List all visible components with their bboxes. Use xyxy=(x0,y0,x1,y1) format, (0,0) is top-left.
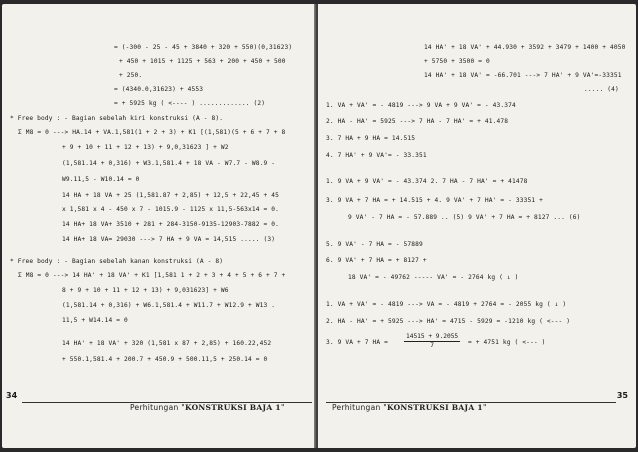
eq-line: 1. 9 VA + 9 VA' = - 43.374 2. 7 HA - 7 HA' = + 41478 xyxy=(326,178,528,185)
eq-line: 1. VA + VA' = - 4819 ---> 9 VA + 9 VA' = - 43.374 xyxy=(326,102,516,109)
fraction-numerator: 14515 + 9.2055 xyxy=(406,333,459,340)
footer-prefix: Perhitungan " xyxy=(130,403,185,412)
fraction-denominator: 7 xyxy=(430,342,434,349)
eq-line: 8 + 9 + 10 + 11 + 12 + 13) + 9,031623] + W6 xyxy=(62,287,229,294)
eq-line: 3. 9 VA + 7 HA = xyxy=(326,339,389,346)
page-footer xyxy=(332,403,487,412)
fraction xyxy=(404,333,460,350)
footer-book-title: KONSTRUKSI BAJA 1 xyxy=(184,403,281,412)
eq-line: 3. 9 VA + 7 HA = + 14.515 + 4. 9 VA' + 7 HA' = - 33351 + xyxy=(326,197,544,204)
eq-line: 11,5 + W14.14 = 0 xyxy=(62,317,128,324)
eq-line: 2. HA - HA' = 5925 ---> 7 HA - 7 HA' = + 41.478 xyxy=(326,118,509,125)
eq-line: + 5750 + 3500 = 0 xyxy=(424,58,490,65)
eq-line: 14 HA + 18 VA + 25 (1,581.87 + 2,85) + 12,5 + 22,45 + 45 xyxy=(62,192,280,199)
right-page xyxy=(318,4,636,448)
eq-line: 5. 9 VA' - 7 HA = - 57889 xyxy=(326,241,423,248)
eq-label: ..... (4) xyxy=(584,86,619,93)
eq-line: 14 HA+ 18 VA+ 3510 + 281 + 284-3150-9135-12903-7882 = 0. xyxy=(62,221,280,228)
footer-suffix: " xyxy=(482,403,487,412)
page-number: 35 xyxy=(616,391,628,400)
eq-line: Σ M8 = 0 ---> 14 HA' + 18 VA' + K1 [1,581 1 + 2 + 3 + 4 + 5 + 6 + 7 + xyxy=(18,272,286,279)
footer-suffix: " xyxy=(280,403,285,412)
eq-line: (1,581.14 + 0,316) + W3.1,581.4 + 18 VA - W7.7 - W8.9 - xyxy=(62,160,276,167)
eq-line: 14 HA' + 18 VA' + 320 (1,581 x 87 + 2,85) + 160.22,452 xyxy=(62,340,272,347)
eq-line: 4. 7 HA' + 9 VA'= - 33.351 xyxy=(326,152,427,159)
eq-line: (1,581.14 + 0,316) + W6.1,581.4 + W11.7 + W12.9 + W13 . xyxy=(62,302,276,309)
eq-line: 14 HA+ 18 VA= 29030 ---> 7 HA + 9 VA = 14,515 ..... (3) xyxy=(62,236,276,243)
eq-line: Σ M8 = 0 ---> HA.14 + VA.1,581(1 + 2 + 3) + K1 [(1,581)(5 + 6 + 7 + 8 xyxy=(18,129,286,136)
eq-line: 6. 9 VA' + 7 HA = + 8127 + xyxy=(326,257,427,264)
footer-book-title: KONSTRUKSI BAJA 1 xyxy=(386,403,483,412)
section-heading: * Free body : - Bagian sebelah kiri konstruksi (A - 8). xyxy=(10,115,224,122)
section-heading: * Free body : - Bagian sebelah kanan konstruksi (A - 8) xyxy=(10,258,224,265)
page-number: 34 xyxy=(6,391,18,400)
eq-line: + 9 + 10 + 11 + 12 + 13) + 9,0,31623 ] + W2 xyxy=(62,144,229,151)
eq-line: + 450 + 1015 + 1125 + 563 + 200 + 450 + 500 xyxy=(119,58,286,65)
eq-line: 14 HA' + 18 VA' + 44.930 + 3592 + 3479 + 1400 + 4050 xyxy=(424,44,626,51)
page-footer xyxy=(130,403,285,412)
eq-line: x 1,581 x 4 - 450 x 7 - 1015.9 - 1125 x 11,5-563x14 = 0. xyxy=(62,206,280,213)
eq-line: 14 HA' + 18 VA' = -66.701 ---> 7 HA' + 9 VA'=-33351 xyxy=(424,72,622,79)
eq-line: = + 4751 kg ( <--- ) xyxy=(468,339,546,346)
eq-line: 1. VA + VA' = - 4819 ---> VA = - 4819 + 2764 = - 2055 kg ( ↓ ) xyxy=(326,301,567,308)
left-page xyxy=(2,4,316,448)
eq-line: = (4340.0,31623) + 4553 xyxy=(114,86,204,93)
eq-line: 18 VA' = - 49762 ----- VA' = - 2764 kg ( ↓ ) xyxy=(348,274,519,281)
eq-line: 2. HA - HA' = + 5925 ---> HA' = 4715 - 5929 = -1210 kg ( <--- ) xyxy=(326,318,571,325)
eq-line: = + 5925 kg ( <---- ) ............. (2) xyxy=(114,100,266,107)
eq-line: 3. 7 HA + 9 HA = 14.515 xyxy=(326,135,416,142)
eq-line: + 250. xyxy=(119,72,143,79)
eq-line: W9.11,5 - W10.14 = 0 xyxy=(62,176,140,183)
eq-line: 9 VA' - 7 HA = - 57.889 .. (5) 9 VA' + 7 HA = + 8127 ... (6) xyxy=(348,214,581,221)
eq-line: = (-300 - 25 - 45 + 3840 + 320 + 550)(0,31623) xyxy=(114,44,293,51)
footer-prefix: Perhitungan " xyxy=(332,403,387,412)
eq-line: + 550.1,581.4 + 200.7 + 450.9 + 500.11,5 + 250.14 = 0 xyxy=(62,356,268,363)
